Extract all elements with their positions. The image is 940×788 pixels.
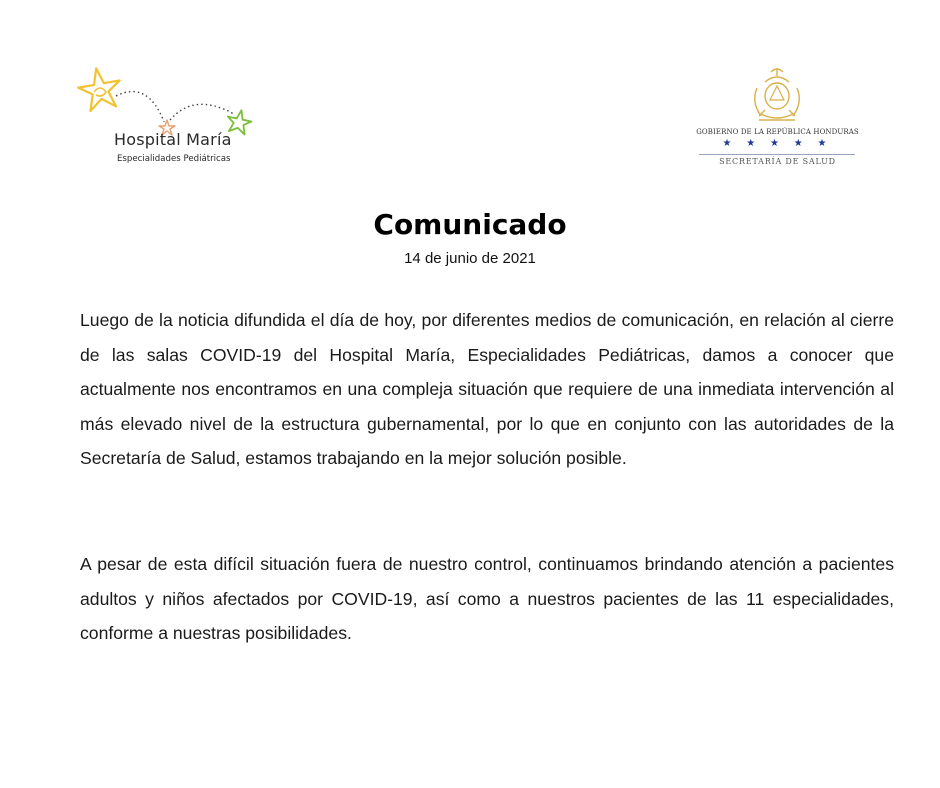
hospital-name: Hospital María xyxy=(114,130,232,149)
document-date: 14 de junio de 2021 xyxy=(404,250,536,267)
honduras-coat-of-arms-icon xyxy=(695,62,860,128)
document-title: Comunicado xyxy=(373,208,567,241)
five-stars-icon: ★ ★ ★ ★ ★ xyxy=(722,138,833,149)
government-name: GOBIERNO DE LA REPÚBLICA HONDURAS xyxy=(696,128,859,136)
logo-divider xyxy=(699,154,855,155)
hospital-subtitle: Especialidades Pediátricas xyxy=(117,154,231,164)
secretaria-salud-logo xyxy=(695,62,860,174)
department-name: SECRETARÍA DE SALUD xyxy=(719,157,836,166)
paragraph-2: A pesar de esta difícil situación fuera de nuestro control, continuamos brindando atención a pacientes adultos y niños afectados por COVID-19, así como a nuestros pacientes de las 11 especialidades, conforme a nuestras posibilidades. xyxy=(80,554,894,644)
hospital-maria-logo xyxy=(76,62,266,174)
paragraph-1: Luego de la noticia difundida el día de hoy, por diferentes medios de comunicación, en relación al cierre de las salas COVID-19 del Hospital María, Especialidades Pediátricas, damos a conocer que actualmente nos encontramos en una compleja situación que requiere de una inmediata intervención al más elevado nivel de la estructura gubernamental, por lo que en conjunto con las autoridades de la Secretaría de Salud, estamos trabajando en la mejor solución posible. xyxy=(80,310,894,469)
